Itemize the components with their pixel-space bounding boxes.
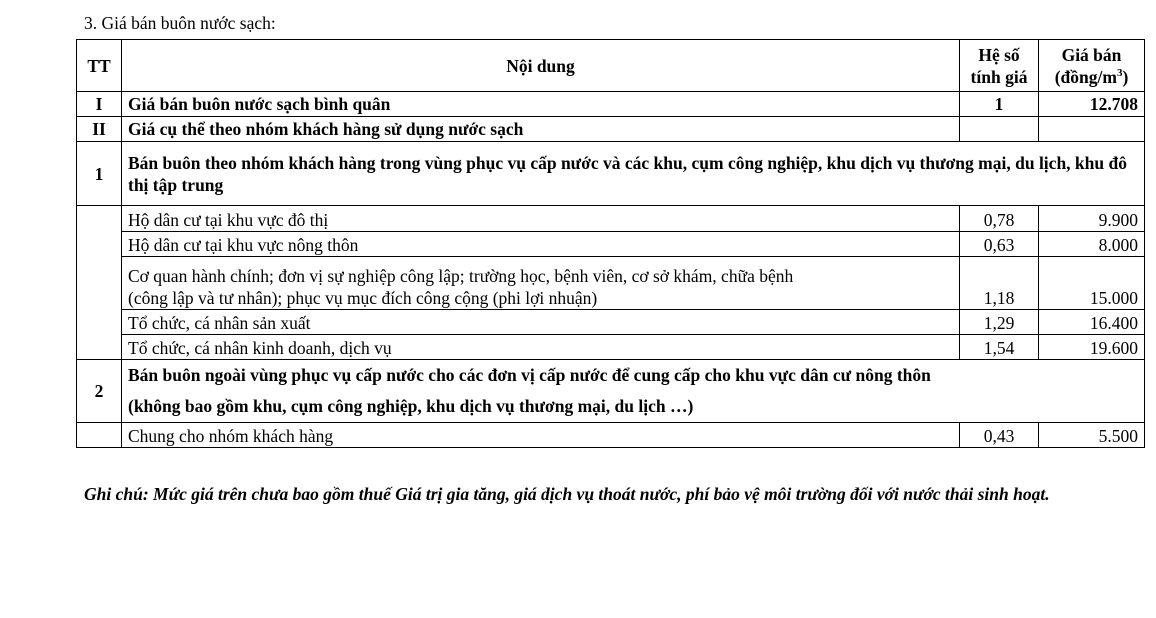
- header-price-line2: [1045, 66, 1138, 88]
- table-row-group-header: [77, 142, 1145, 206]
- table-row: [77, 257, 1145, 310]
- row-content: Bán buôn theo nhóm khách hàng trong vùng phục vụ cấp nước và các khu, cụm công nghiệp, khu dịch vụ thương mại, du lịch, khu đô thị tập trung: [122, 142, 1145, 206]
- row-number-empty: [77, 206, 122, 360]
- header-coefficient-line2: tính giá: [970, 66, 1028, 87]
- row-price: 19.600: [1039, 335, 1145, 360]
- table-row: [77, 335, 1145, 360]
- section-title: 3. Giá bán buôn nước sạch:: [84, 13, 276, 33]
- row-content: Tổ chức, cá nhân kinh doanh, dịch vụ: [122, 335, 960, 360]
- table-row: [77, 232, 1145, 257]
- row-price: 16.400: [1039, 310, 1145, 335]
- row-content: [122, 360, 1145, 423]
- header-price-unit-exponent: 3: [1116, 66, 1123, 79]
- row-coefficient: 1,54: [960, 335, 1039, 360]
- price-table: [76, 39, 1145, 448]
- row-number: 1: [77, 142, 122, 206]
- row-content: [122, 257, 960, 310]
- row-content: Giá bán buôn nước sạch bình quân: [122, 92, 960, 117]
- row-number: 2: [77, 360, 122, 423]
- header-tt: TT: [77, 40, 122, 92]
- header-content: Nội dung: [122, 40, 960, 92]
- header-price-unit: (đồng/m: [1054, 66, 1117, 87]
- row-number: I: [77, 92, 122, 117]
- row-coefficient: [960, 117, 1039, 142]
- row-price: 9.900: [1039, 206, 1145, 232]
- row-content-line2: (công lập và tư nhân); phục vụ mục đích công cộng (phi lợi nhuận): [128, 288, 598, 308]
- row-price: 8.000: [1039, 232, 1145, 257]
- header-coefficient: [960, 40, 1039, 92]
- table-header-row: [77, 40, 1145, 92]
- row-content: Giá cụ thể theo nhóm khách hàng sử dụng nước sạch: [122, 117, 960, 142]
- header-coefficient-line1: Hệ số: [978, 44, 1020, 65]
- table-row: [77, 92, 1145, 117]
- row-number: II: [77, 117, 122, 142]
- row-coefficient: 0,43: [960, 423, 1039, 448]
- header-price: [1039, 40, 1145, 92]
- row-price: 5.500: [1039, 423, 1145, 448]
- row-coefficient: 1,29: [960, 310, 1039, 335]
- row-content-line1: Bán buôn ngoài vùng phục vụ cấp nước cho các đơn vị cấp nước để cung cấp cho khu vực dân cư nông thôn: [128, 365, 931, 385]
- table-row: [77, 423, 1145, 448]
- row-content: Chung cho nhóm khách hàng: [122, 423, 960, 448]
- row-price: 12.708: [1039, 92, 1145, 117]
- row-coefficient: 1,18: [960, 257, 1039, 310]
- row-number-empty: [77, 423, 122, 448]
- table-row: [77, 206, 1145, 232]
- table-row: [77, 117, 1145, 142]
- row-content: Hộ dân cư tại khu vực đô thị: [122, 206, 960, 232]
- table-row-group-header: [77, 360, 1145, 423]
- footnote: Ghi chú: Mức giá trên chưa bao gồm thuế Giá trị gia tăng, giá dịch vụ thoát nước, phí bảo vệ môi trường đối với nước thải sinh hoạt.: [84, 484, 1050, 504]
- row-price: [1039, 117, 1145, 142]
- row-coefficient: 0,63: [960, 232, 1039, 257]
- row-content-line1: Cơ quan hành chính; đơn vị sự nghiệp công lập; trường học, bệnh viên, cơ sở khám, chữa bệnh: [128, 266, 794, 286]
- row-coefficient: 1: [960, 92, 1039, 117]
- header-price-line1: Giá bán: [1061, 44, 1122, 65]
- row-coefficient: 0,78: [960, 206, 1039, 232]
- row-content-line2: (không bao gồm khu, cụm công nghiệp, khu dịch vụ thương mại, du lịch …): [128, 396, 694, 416]
- row-price: 15.000: [1039, 257, 1145, 310]
- row-content: Hộ dân cư tại khu vực nông thôn: [122, 232, 960, 257]
- row-content: Tổ chức, cá nhân sản xuất: [122, 310, 960, 335]
- table-row: [77, 310, 1145, 335]
- header-price-unit-close: ): [1122, 66, 1129, 87]
